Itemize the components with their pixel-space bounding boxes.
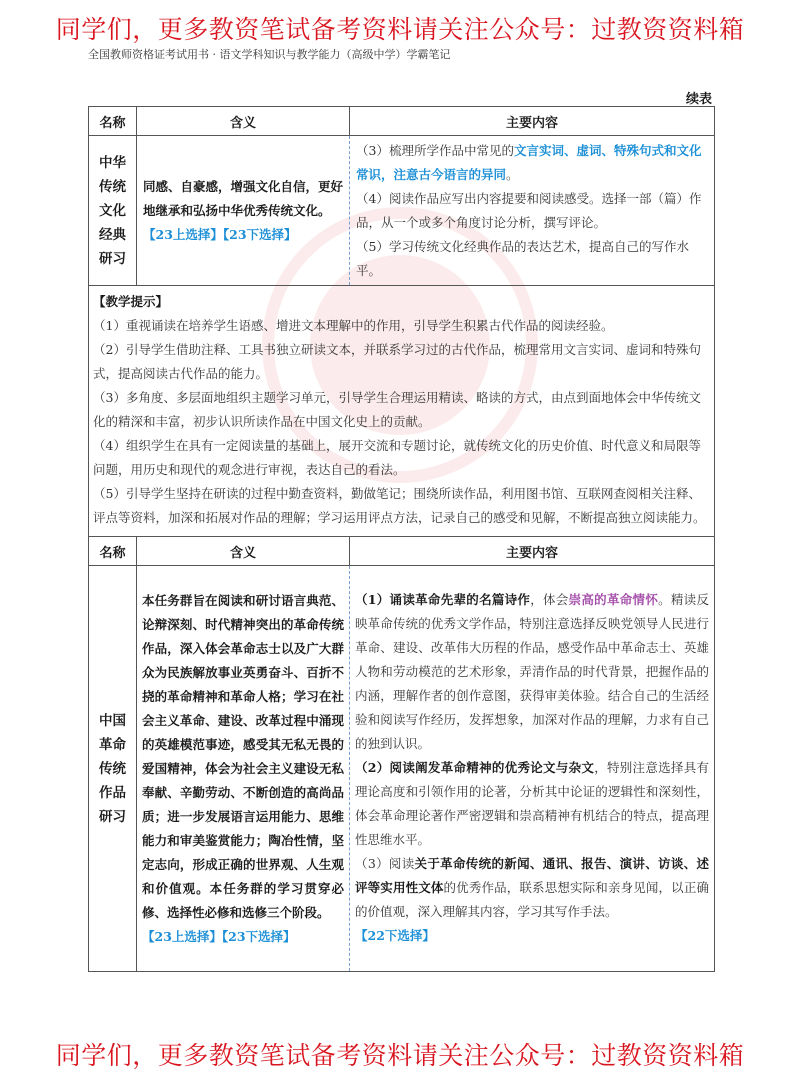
exam-tag: 【23上选择】【23下选择】: [143, 226, 297, 242]
name-line: 革命: [99, 736, 126, 753]
content-item-1: [355, 588, 709, 756]
meaning-text: 本任务群旨在阅读和研讨语言典范、论辩深刻、时代精神突出的革命传统作品，深入体会革命志士以及广大群众为民族解放事业英勇奋斗、百折不挠的革命精神和革命人格；学习在社会主义革命、建设、改革过程中涌现的英雄模范事迹，感受其无私无畏的爱国精神，体会为社会主义建设无私奉献、辛勤劳动、不断创造的高尚品质；进一步发展语言运用能力、思维能力和审美鉴赏能力；陶冶性情，坚定志向，形成正确的世界观、人生观和价值观。本任务群的学习贯穿必修、选择性必修和选修三个阶段。: [142, 592, 344, 920]
bold-text: 关于革命传统的新闻、通讯、报告、演讲、访谈、述评等实用性文体: [355, 856, 709, 895]
text: 。精读反映革命传统的优秀文学作品，特别注意选择反映党领导人民进行革命、建设、改革伟大历程的作品，感受作品中革命志士、英雄人物和劳动模范的艺术形象，弄清作品的时代背景，把握作品的内涵，理解作者的创作意图，获得审美体验。结合自己的生活经验和阅读写作经历，发挥想象，加深对作品的理解，力求有自己的独到认识。: [355, 592, 709, 751]
tip-item: （4）组织学生在具有一定阅读量的基础上，展开交流和专题讨论，就传统文化的历史价值、时代意义和局限等问题，用历史和现代的观念进行审视，表达自己的看法。: [93, 438, 701, 477]
teaching-tips: [89, 286, 715, 537]
table-row-classics: [89, 136, 715, 286]
text: （3）阅读: [355, 856, 415, 871]
text: （3）梳理所学作品中常见的: [356, 142, 514, 158]
continued-label: 续表: [685, 92, 712, 107]
bold-text: （2）阅读阐发革命精神的优秀论文与杂文: [355, 760, 595, 775]
promo-banner-bottom: 同学们，更多教资笔试备考资料请关注公众号：过教资资料箱: [55, 1041, 745, 1070]
header-meaning: 含义: [137, 107, 350, 136]
row-name-classics: [89, 136, 137, 286]
row-meaning-revolution: [137, 566, 350, 972]
header-name: 名称: [89, 537, 137, 566]
name-line: 传统: [99, 760, 126, 777]
exam-tag: 【23上选择】【23下选择】: [142, 928, 296, 944]
tip-item: （1）重视诵读在培养学生语感、增进文本理解中的作用，引导学生积累古代作品的阅读经验。: [93, 318, 614, 333]
tip-item: （2）引导学生借助注释、工具书独立研读文本，并联系学习过的古代作品，梳理常用文言实词、虚词和特殊句式，提高阅读古代作品的能力。: [93, 342, 701, 381]
promo-banner-top: 同学们，更多教资笔试备考资料请关注公众号：过教资资料箱: [55, 15, 745, 44]
table-header-row-2: [89, 537, 715, 566]
table-header-row: [89, 107, 715, 136]
name-line: 研习: [99, 808, 126, 825]
meaning-text: 同感、自豪感，增强文化自信，更好地继承和弘扬中华优秀传统文化。: [143, 178, 344, 218]
highlight-text: 崇高的革命情怀: [568, 592, 659, 607]
header-name: 名称: [89, 107, 137, 136]
content-item-4: （4）阅读作品应写出内容提要和阅读感受。选择一部（篇）作品，从一个或多个角度讨论分析，撰写评论。: [356, 190, 702, 230]
content-item-2: [355, 756, 709, 852]
name-line: 经典: [99, 226, 126, 243]
table-row-revolution: [89, 566, 715, 972]
content-item-3: [355, 852, 709, 924]
text: ，体会: [530, 592, 569, 607]
name-line: 中国: [99, 712, 126, 729]
table-row-tips: [89, 286, 715, 537]
header-content: 主要内容: [350, 537, 715, 566]
exam-tag: 【22下选择】: [355, 928, 435, 943]
text: ，特别注意选择具有理论高度和引领作用的论著，分析其中论证的逻辑性和深刻性，体会革命理论著作严密逻辑和崇高精神有机结合的特点，提高理性思维水平。: [355, 760, 709, 847]
name-line: 文化: [99, 202, 126, 219]
book-subtitle: 全国教师资格证考试用书 · 语文学科知识与教学能力（高级中学）学霸笔记: [88, 48, 451, 61]
tips-title: 【教学提示】: [93, 294, 169, 309]
name-line: 中华: [99, 154, 126, 171]
tip-item: （5）引导学生坚持在研读的过程中勤查资料，勤做笔记；围绕所读作品，利用图书馆、互联网查阅相关注释、评点等资料，加深和拓展对作品的理解；学习运用评点方法，记录自己的感受和见解，不断提高独立阅读能力。: [93, 486, 706, 525]
name-line: 作品: [99, 784, 126, 801]
name-line: 研习: [99, 250, 126, 267]
content-item-3: [356, 139, 708, 187]
name-line: 传统: [99, 178, 126, 195]
highlight-text: 文言实词、虚词、特殊句式和文化常识，注意古今语言的异同: [356, 142, 702, 182]
content-item-5: （5）学习传统文化经典作品的表达艺术，提高自己的写作水平。: [356, 238, 689, 278]
row-content-revolution: [350, 566, 715, 972]
bold-text: （1）诵读革命先辈的名篇诗作: [355, 592, 531, 607]
row-name-revolution: [89, 566, 137, 972]
row-content-classics: [350, 136, 715, 286]
text: 的优秀作品，联系思想实际和亲身见闻，以正确的价值观，深入理解其内容，学习其写作手法。: [355, 880, 709, 919]
content-tag: [355, 924, 709, 948]
header-content: 主要内容: [350, 107, 715, 136]
row-meaning-classics: [137, 136, 350, 286]
tip-item: （3）多角度、多层面地组织主题学习单元，引导学生合理运用精读、略读的方式，由点到面地体会中华传统文化的精深和丰富，初步认识所读作品在中国文化史上的贡献。: [93, 390, 701, 429]
header-meaning: 含义: [137, 537, 350, 566]
curriculum-table: [88, 106, 715, 972]
text: 。: [506, 166, 519, 182]
